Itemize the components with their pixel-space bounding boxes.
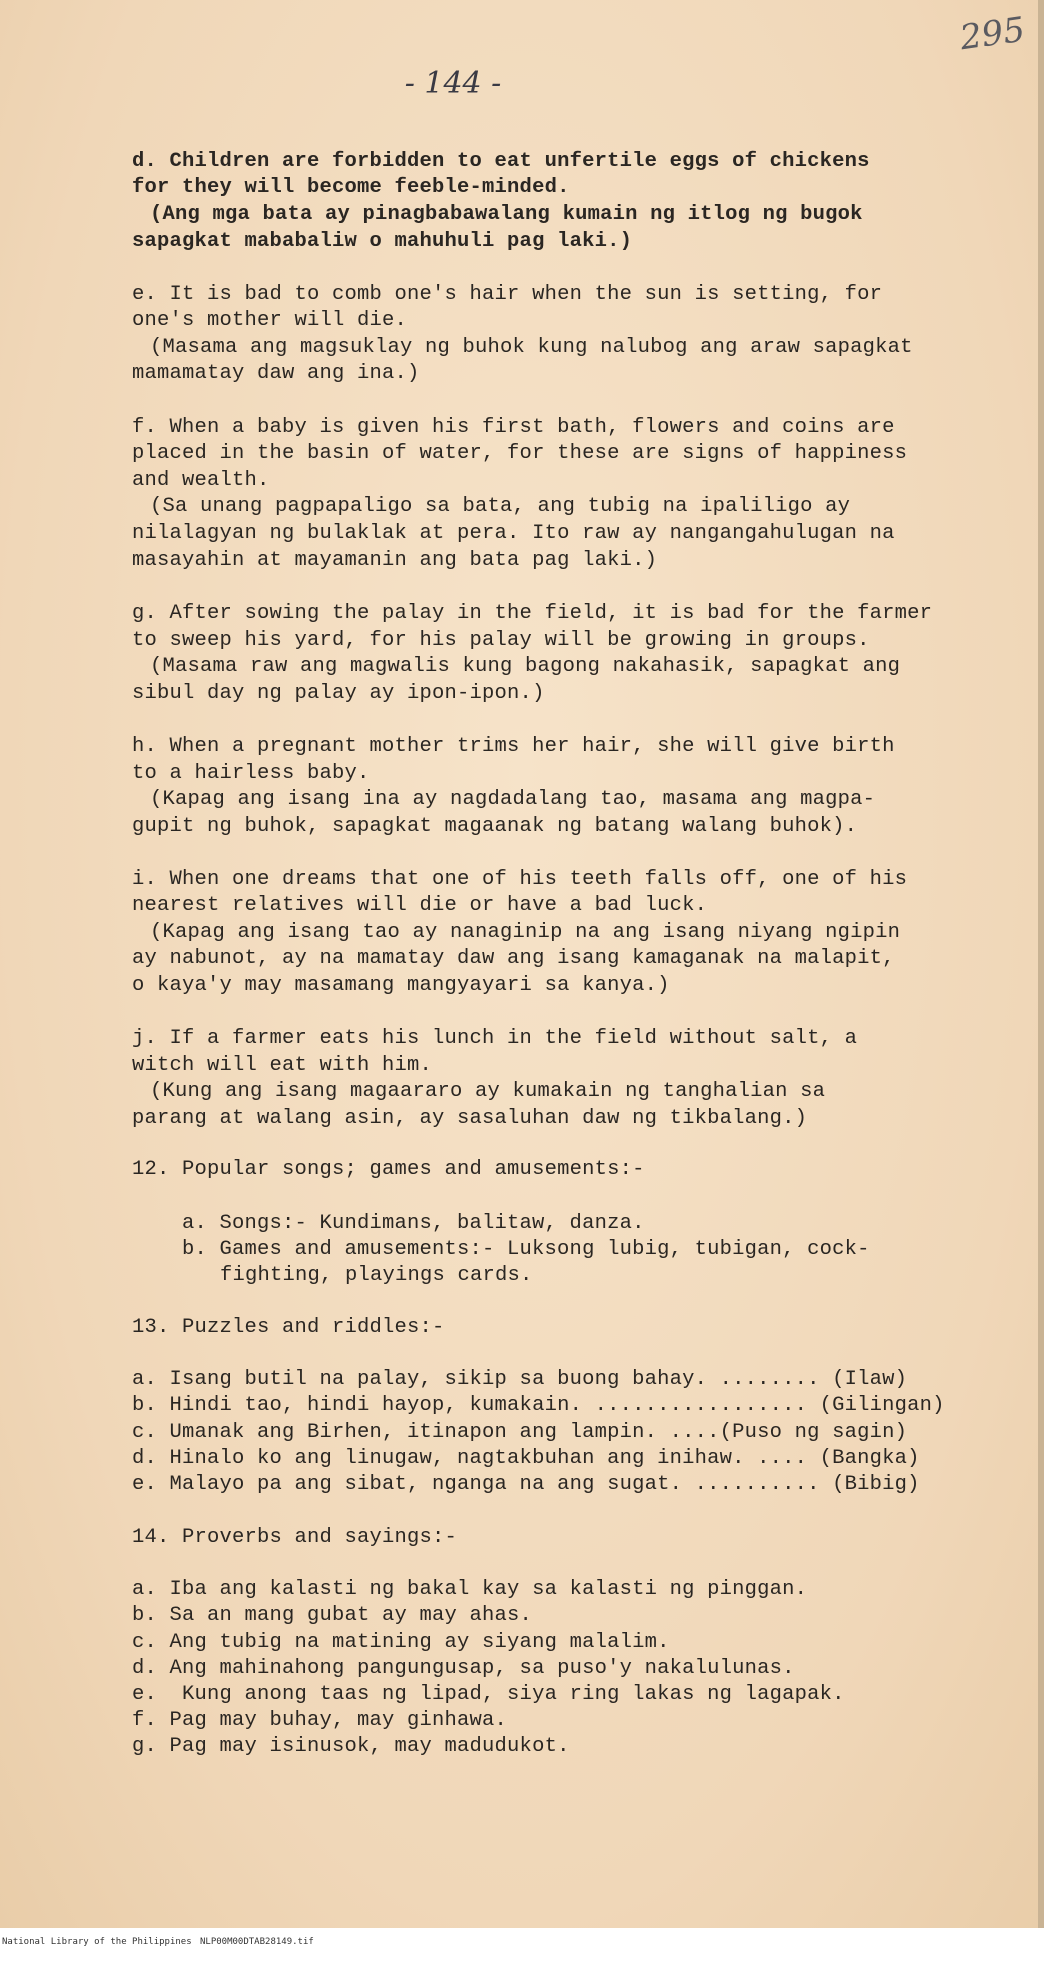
footer-library-name: National Library of the Philippines bbox=[2, 1937, 192, 1947]
section-12-item-a: a. Songs:- Kundimans, balitaw, danza. bbox=[182, 1212, 645, 1235]
proverb-c: c. Ang tubig na matining ay siyang malalim. bbox=[132, 1631, 670, 1654]
superstition-f-line-6: masayahin at mayamanin ang bata pag laki.) bbox=[132, 549, 658, 572]
superstition-d-line-4: sapagkat mababaliw o mahuhuli pag laki.) bbox=[132, 230, 633, 253]
riddle-d: d. Hinalo ko ang linugaw, nagtakbuhan ang inihaw. .... (Bangka) bbox=[132, 1447, 920, 1470]
superstition-e-line-4: mamamatay daw ang ina.) bbox=[132, 362, 420, 385]
superstition-h-line-3: (Kapag ang isang ina ay nagdadalang tao, masama ang magpa- bbox=[150, 788, 876, 811]
superstition-h-line-4: gupit ng buhok, sapagkat magaanak ng batang walang buhok). bbox=[132, 815, 858, 838]
superstition-f-line-3: and wealth. bbox=[132, 469, 270, 492]
superstition-e-line-1: e. It is bad to comb one's hair when the sun is setting, for bbox=[132, 283, 883, 306]
section-12-heading: 12. Popular songs; games and amusements:- bbox=[132, 1158, 645, 1181]
superstition-d-line-2: for they will become feeble-minded. bbox=[132, 176, 570, 199]
scan-footer bbox=[0, 1936, 1044, 1950]
superstition-g-line-1: g. After sowing the palay in the field, it is bad for the farmer bbox=[132, 602, 933, 625]
superstition-i-line-1: i. When one dreams that one of his teeth falls off, one of his bbox=[132, 868, 908, 891]
proverb-g: g. Pag may isinusok, may madudukot. bbox=[132, 1735, 570, 1758]
superstition-e-line-2: one's mother will die. bbox=[132, 309, 408, 332]
superstition-i-line-4: ay nabunot, ay na mamatay daw ang isang kamaganak na malapit, bbox=[132, 947, 895, 970]
superstition-f-line-5: nilalagyan ng bulaklak at pera. Ito raw ay nangangahulugan na bbox=[132, 522, 895, 545]
riddle-c: c. Umanak ang Birhen, itinapon ang lampin. ....(Puso ng sagin) bbox=[132, 1421, 908, 1444]
proverb-b: b. Sa an mang gubat ay may ahas. bbox=[132, 1604, 533, 1627]
proverb-e: e. Kung anong taas ng lipad, siya ring lakas ng lagapak. bbox=[132, 1683, 845, 1706]
page-number: - 144 - bbox=[404, 66, 502, 101]
superstition-e-line-3: (Masama ang magsuklay ng buhok kung nalubog ang araw sapagkat bbox=[150, 336, 913, 359]
superstition-g-line-3: (Masama raw ang magwalis kung bagong nakahasik, sapagkat ang bbox=[150, 655, 901, 678]
proverb-f: f. Pag may buhay, may ginhawa. bbox=[132, 1709, 508, 1732]
superstition-h-line-2: to a hairless baby. bbox=[132, 762, 370, 785]
footer-file-name: NLP00M00DTAB28149.tif bbox=[200, 1937, 314, 1947]
superstition-j-line-1: j. If a farmer eats his lunch in the field without salt, a bbox=[132, 1027, 858, 1050]
riddle-a: a. Isang butil na palay, sikip sa buong bahay. ........ (Ilaw) bbox=[132, 1368, 908, 1391]
superstition-j-line-2: witch will eat with him. bbox=[132, 1054, 433, 1077]
superstition-j-line-4: parang at walang asin, ay sasaluhan daw ng tikbalang.) bbox=[132, 1107, 808, 1130]
superstition-g-line-4: sibul day ng palay ay ipon-ipon.) bbox=[132, 682, 545, 705]
riddle-b: b. Hindi tao, hindi hayop, kumakain. ................. (Gilingan) bbox=[132, 1394, 945, 1417]
superstition-g-line-2: to sweep his yard, for his palay will be growing in groups. bbox=[132, 629, 870, 652]
proverb-a: a. Iba ang kalasti ng bakal kay sa kalasti ng pinggan. bbox=[132, 1578, 808, 1601]
superstition-f-line-1: f. When a baby is given his first bath, flowers and coins are bbox=[132, 416, 895, 439]
superstition-i-line-3: (Kapag ang isang tao ay nanaginip na ang isang niyang ngipin bbox=[150, 921, 901, 944]
section-12-item-b-cont: fighting, playings cards. bbox=[220, 1264, 533, 1287]
riddle-e: e. Malayo pa ang sibat, nganga na ang sugat. .......... (Bibig) bbox=[132, 1473, 920, 1496]
superstition-d-line-3: (Ang mga bata ay pinagbabawalang kumain ng itlog ng bugok bbox=[150, 203, 863, 226]
superstition-d-line-1: d. Children are forbidden to eat unfertile eggs of chickens bbox=[132, 150, 870, 173]
section-13-heading: 13. Puzzles and riddles:- bbox=[132, 1316, 445, 1339]
superstition-f-line-2: placed in the basin of water, for these are signs of happiness bbox=[132, 442, 908, 465]
superstition-i-line-5: o kaya'y may masamang mangyayari sa kanya.) bbox=[132, 974, 670, 997]
stamp-number: 295 bbox=[957, 9, 1028, 59]
section-12-item-b: b. Games and amusements:- Luksong lubig, tubigan, cock- bbox=[182, 1238, 870, 1261]
proverb-d: d. Ang mahinahong pangungusap, sa puso'y nakalulunas. bbox=[132, 1657, 795, 1680]
section-14-heading: 14. Proverbs and sayings:- bbox=[132, 1526, 458, 1549]
superstition-f-line-4: (Sa unang pagpapaligo sa bata, ang tubig na ipaliligo ay bbox=[150, 495, 851, 518]
superstition-h-line-1: h. When a pregnant mother trims her hair, she will give birth bbox=[132, 735, 895, 758]
superstition-j-line-3: (Kung ang isang magaararo ay kumakain ng tanghalian sa bbox=[150, 1080, 826, 1103]
superstition-i-line-2: nearest relatives will die or have a bad luck. bbox=[132, 894, 708, 917]
page-edge bbox=[1038, 0, 1044, 1928]
